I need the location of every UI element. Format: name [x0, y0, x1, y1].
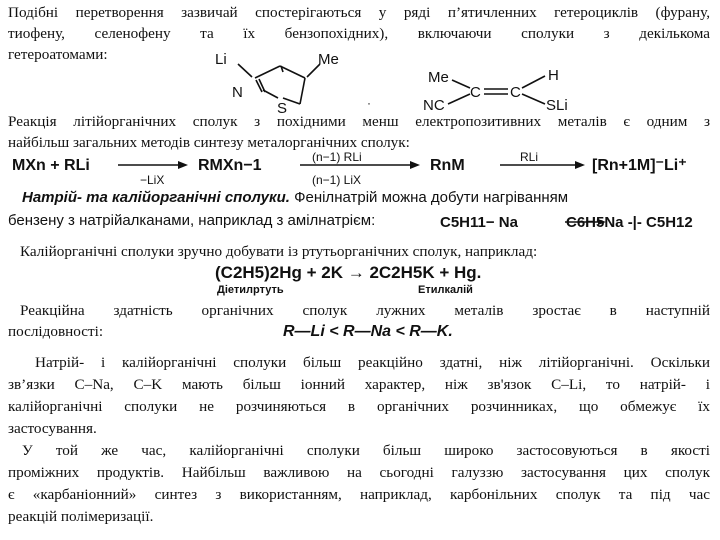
ring-me-label: Me	[318, 51, 339, 68]
reactivity-series: R—Li < R—Na < R—K.	[283, 323, 453, 340]
r1-above: (n−1) RLi	[312, 150, 362, 164]
k-eq: (C2H5)2Hg + 2K → 2C2H5K + Hg.	[215, 263, 482, 282]
r2-above: RLi	[520, 150, 539, 164]
para-final-line-4: застосування.	[8, 420, 97, 437]
para-final-line-5: У той же час, калійорганічні сполуки більш широко застосовуються в якості	[22, 442, 710, 459]
para-na-heading: Натрій- та калійорганічні сполуки.	[22, 189, 290, 206]
para-final-line-7: є «карбаніонний» синтез з використанням, наприклад, карбонільних сполук та під час	[8, 486, 710, 503]
para-li-line-2: найбільш загальних методів синтезу металорганічних сполук:	[8, 134, 410, 151]
para-react-line-2: послідовності:	[8, 323, 104, 340]
intro-line-2: тиофену, селенофену та їх бензопохідних), включаючи сполуки з декількома	[8, 25, 710, 42]
product-c1-label: C	[470, 84, 481, 101]
r2-product: [Rn+1M]⁻Li⁺	[592, 157, 687, 174]
para-li-line-1: Реакція літійорганічних сполук з похідними менш електропозитивних металів є одним з	[8, 113, 710, 130]
para-react-line-1: Реакційна здатність органічних сполук лужних металів зростає в наступній	[20, 302, 710, 319]
product-nc-label: NC	[423, 97, 445, 114]
para-final-line-6: проміжних продуктів. Найбільш важливою на сьогодні галуззю застосування цих сполук	[8, 464, 710, 481]
para-na-line-2: бензену з натрійалканами, наприклад з амілнатрієм:	[8, 212, 376, 229]
ring-s-label: S	[277, 100, 288, 117]
r1-sub: −LiX	[140, 173, 165, 187]
para-final-line-2: зв’язки C–Na, C–K мають більш іонний характер, ніж зв'язок C–Li, то натрій- і	[8, 376, 710, 393]
intro-line-3: гетероатомами:	[8, 46, 108, 63]
r1-below: (n−1) LiX	[312, 173, 362, 187]
para-final-line-1: Натрій- і калійорганічні сполуки більш реакційно здатні, ніж літійорганічні. Оскільки	[35, 354, 710, 371]
reaction-arrow-mark: ·	[367, 96, 371, 110]
k-label-left: Діетилртуть	[217, 284, 284, 296]
r1-left: MXn + RLi	[12, 157, 90, 174]
ring-n-label: N	[232, 84, 243, 101]
para-k-line: Калійорганічні сполуки зручно добувати із ртутьорганічних сполук, наприклад:	[20, 243, 538, 260]
product-c2-label: C	[510, 84, 521, 101]
product-h-label: H	[548, 67, 559, 84]
intro-line-1: Подібні перетворення зазвичай спостерігаються у ряді п’ятичленних гетероциклів (фурану,	[8, 4, 710, 21]
k-label-right: Етилкалій	[418, 284, 473, 296]
na-eq-reactant: C5H11− Na	[440, 214, 518, 231]
product-me-label: Me	[428, 69, 449, 86]
product-sli-label: SLi	[546, 97, 568, 114]
para-final-line-3: калійорганічні сполуки не розчиняються в органічних розчинниках, що обмежує їх	[8, 398, 710, 415]
r1-mid: RMXn−1	[198, 157, 262, 174]
r1-product: RnM	[430, 157, 465, 174]
para-na-text: Фенілнатрій можна добути нагріванням	[289, 189, 569, 206]
para-final-line-8: реакцій полімеризації.	[8, 508, 154, 525]
na-eq-product: C6H5Na -|- C5H12	[566, 214, 693, 231]
ring-li-label: Li	[215, 51, 227, 68]
